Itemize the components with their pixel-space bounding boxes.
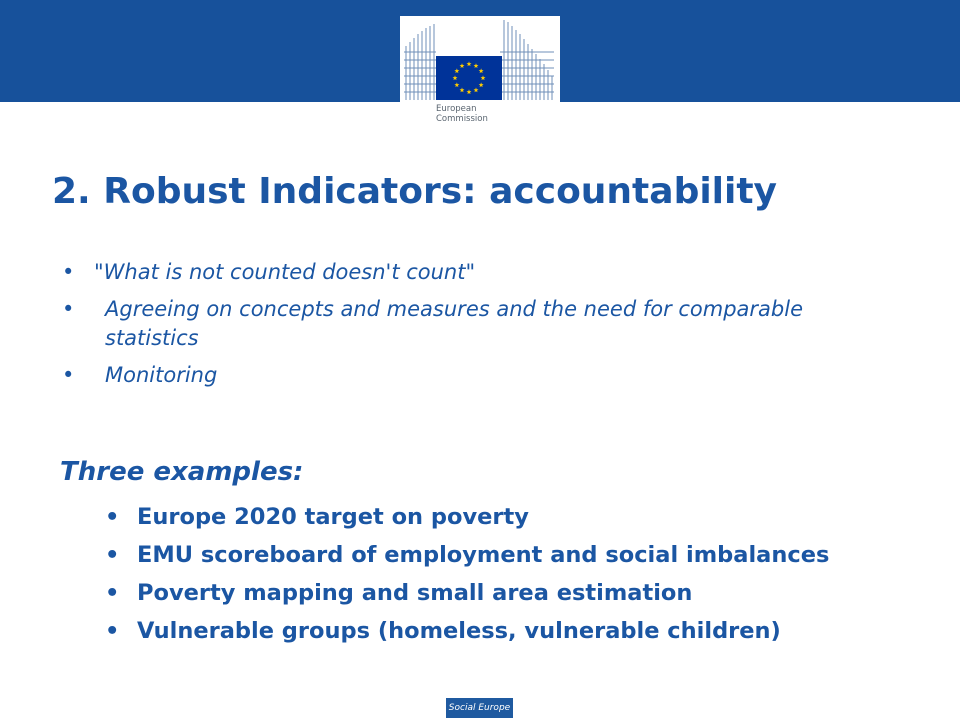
social-europe-badge: Social Europe (446, 698, 513, 718)
list-item (62, 295, 862, 353)
example-text: Poverty mapping and small area estimation (137, 580, 693, 606)
list-item (105, 502, 935, 532)
key-points-list (62, 258, 862, 390)
list-item (62, 361, 862, 390)
examples-heading: Three examples: (60, 457, 304, 487)
examples-list (105, 502, 935, 654)
logo-line-2: Commission (436, 114, 488, 124)
bullet: • (105, 618, 120, 644)
commission-building-icon (400, 16, 560, 102)
bullet: • (62, 297, 75, 321)
bullet: • (105, 542, 120, 568)
example-text: Vulnerable groups (homeless, vulnerable children) (137, 618, 781, 644)
point-text: Agreeing on concepts and measures and the need for comparable statistics (105, 297, 804, 350)
bullet: • (62, 260, 75, 284)
list-item (105, 540, 935, 570)
point-text: "What is not counted doesn't count" (94, 260, 476, 284)
logo-text (436, 104, 488, 124)
slide-title: 2. Robust Indicators: accountability (52, 171, 778, 212)
logo-line-1: European (436, 104, 477, 114)
point-text: Monitoring (105, 363, 218, 387)
bullet: • (105, 504, 120, 530)
european-commission-logo (400, 16, 560, 136)
list-item (105, 616, 935, 646)
bullet: • (62, 363, 75, 387)
list-item (62, 258, 862, 287)
example-text: EMU scoreboard of employment and social imbalances (137, 542, 830, 568)
bullet: • (105, 580, 120, 606)
example-text: Europe 2020 target on poverty (137, 504, 529, 530)
list-item (105, 578, 935, 608)
